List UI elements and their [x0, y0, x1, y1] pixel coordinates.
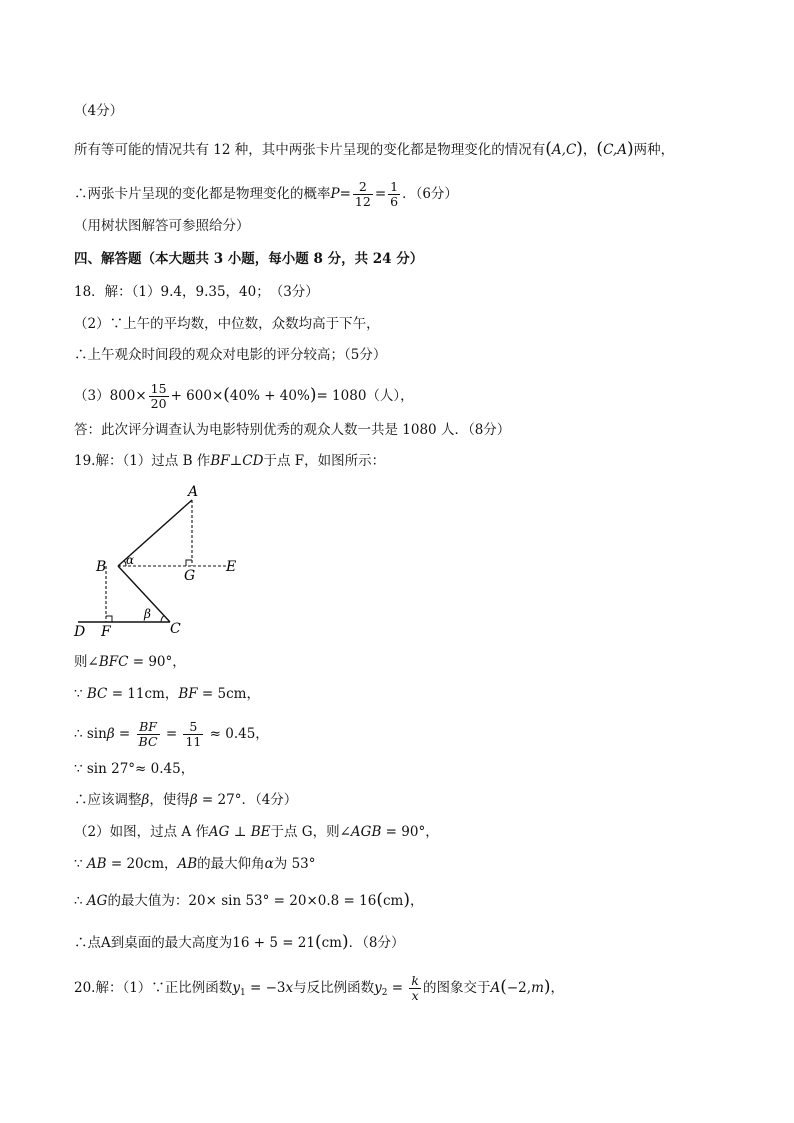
label-beta: β [144, 607, 151, 621]
section-heading: 四、解答题（本大题共 3 小题，每小题 8 分，共 24 分） [74, 251, 424, 267]
tree-note: （用树状图解答可参照给分） [74, 218, 250, 234]
q18-part2-conclusion: ∴上午观众时间段的观众对电影的评分较高；（5分） [74, 347, 387, 363]
angle-beta-arc [161, 616, 164, 623]
q20-intro: 20.解：（1）∵正比例函数$y_1 = -3x$与反比例函数$y_2$ = $\frac{k}{x}$ 的图象交于A(−2,m)， [74, 973, 565, 1003]
q19-right-angle: 则∠BFC = 90°， [74, 654, 186, 670]
label-e: E [226, 559, 237, 575]
q19-sin-beta: ∴ sinβ = $\frac{BF}{BC}$ = $\frac{5}{11}$ ≈ 0.45， [74, 719, 269, 749]
q19-ag-max: ∴ AG的最大值为：20× sin 53° = 20×0.8 = 16(cm)， [74, 890, 424, 910]
q19-ab-given: ∵ AB = 20cm，AB的最大仰角α为 53° [74, 856, 316, 872]
q19-sin27: ∵ sin 27°≈ 0.45， [74, 761, 195, 777]
right-angle-g [186, 560, 192, 566]
label-a: A [188, 484, 199, 500]
q19-given: ∵ BC = 11cm，BF = 5cm， [74, 686, 260, 702]
q19-part2-intro: （2）如图，过点 A 作AG ⊥ BE于点 G，则∠AGB = 90°， [74, 824, 439, 840]
label-f: F [101, 624, 111, 640]
q18-answer: 答：此次评分调查认为电影特别优秀的观众人数一共是 1080 人．（8分） [74, 422, 511, 438]
q19-max-height: ∴点A到桌面的最大高度为16 + 5 = 21(cm)．（8分） [74, 932, 405, 952]
q19-part1-intro: 19.解：（1）过点 B 作BF⊥CD于点 F，如图所示： [74, 453, 386, 469]
probability-line: ∴两张卡片呈现的变化都是物理变化的概率P= $\frac{2}{12}$ = $\frac{1}{6}$ ．（6分） [74, 179, 458, 209]
q18-part2: （2）∵上午的平均数，中位数，众数均高于下午， [74, 316, 380, 332]
score-note-4: （4分） [74, 103, 124, 119]
q18-part3: （3）800× $\frac{15}{20}$ + 600×(40% + 40%)= 1080（人）， [74, 381, 414, 411]
right-angle-f [106, 616, 112, 622]
geometry-figure [70, 480, 250, 645]
label-c: C [170, 621, 181, 637]
label-alpha: α [126, 553, 135, 567]
label-g: G [184, 568, 196, 584]
label-d: D [74, 624, 86, 640]
cases-line: 所有等可能的情况共有 12 种，其中两张卡片呈现的变化都是物理变化的情况有(A,C)，(C,A)两种， [74, 139, 675, 159]
q18-part1: 18．解：（1）9.4，9.35，40； （3分） [74, 284, 319, 300]
q19-adjust-beta: ∴应该调整β，使得β = 27°．（4分） [74, 792, 298, 808]
label-b: B [96, 559, 107, 575]
